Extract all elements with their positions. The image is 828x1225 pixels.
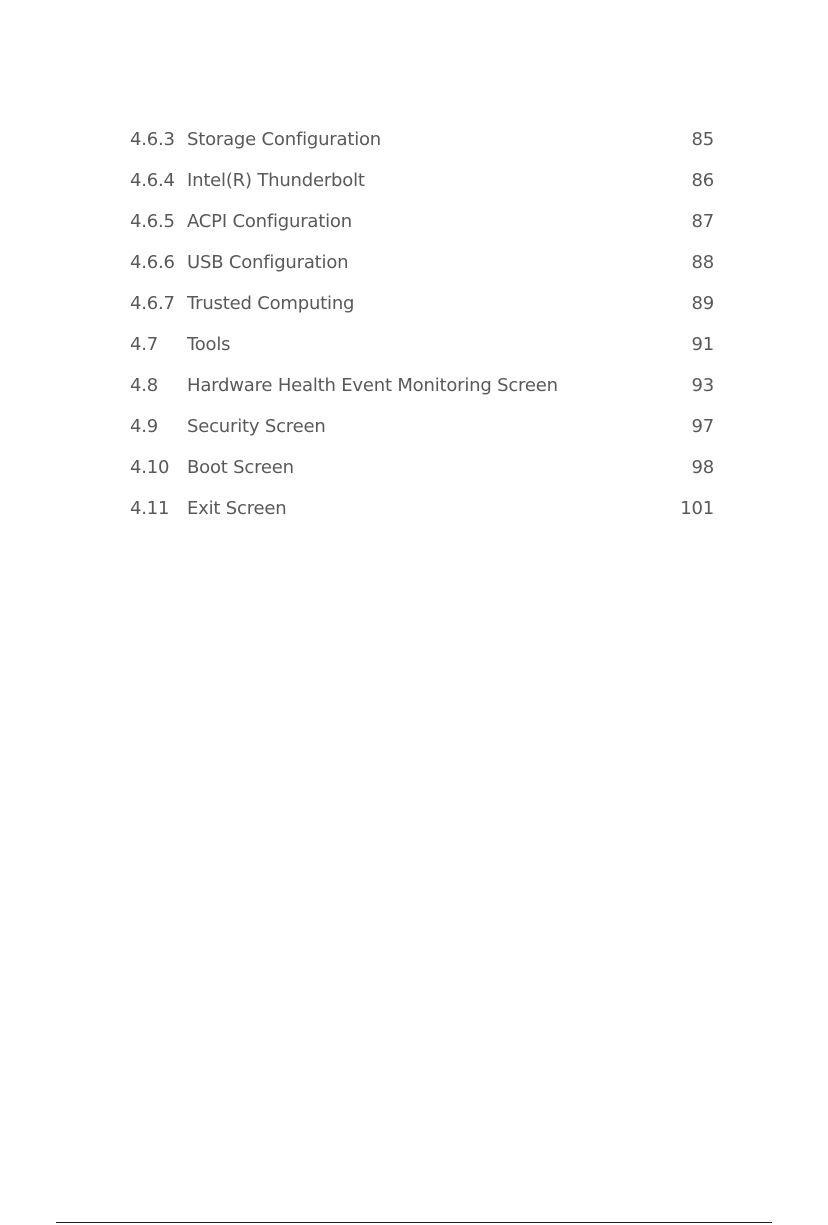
toc-section-title: ACPI Configuration [187,211,352,232]
toc-section-title: Exit Screen [187,498,287,519]
table-of-contents [130,126,714,536]
toc-entry[interactable] [130,249,714,290]
toc-page-number: 85 [691,129,714,150]
toc-page-number: 93 [691,375,714,396]
toc-section-number: 4.10 [130,457,170,478]
toc-page-number: 86 [691,170,714,191]
toc-section-number: 4.6.3 [130,129,175,150]
toc-section-number: 4.6.6 [130,252,175,273]
toc-page-number: 88 [691,252,714,273]
toc-section-title: Tools [187,334,231,355]
toc-entry[interactable] [130,413,714,454]
toc-entry[interactable] [130,495,714,536]
toc-section-title: USB Configuration [187,252,349,273]
toc-section-number: 4.9 [130,416,159,437]
toc-section-title: Trusted Computing [187,293,355,314]
toc-page-number: 98 [691,457,714,478]
toc-entry[interactable] [130,290,714,331]
toc-page-number: 101 [680,498,714,519]
toc-section-number: 4.11 [130,498,170,519]
toc-section-title: Hardware Health Event Monitoring Screen [187,375,558,396]
footer-divider [56,1222,772,1223]
toc-entry[interactable] [130,454,714,495]
toc-entry[interactable] [130,167,714,208]
toc-entry[interactable] [130,208,714,249]
toc-section-number: 4.7 [130,334,159,355]
toc-entry[interactable] [130,126,714,167]
toc-section-number: 4.6.5 [130,211,175,232]
toc-section-title: Security Screen [187,416,326,437]
toc-entry[interactable] [130,372,714,413]
toc-section-number: 4.6.7 [130,293,175,314]
toc-section-title: Boot Screen [187,457,294,478]
toc-section-title: Intel(R) Thunderbolt [187,170,365,191]
toc-page-number: 89 [691,293,714,314]
toc-page-number: 87 [691,211,714,232]
toc-section-number: 4.8 [130,375,159,396]
toc-page-number: 91 [691,334,714,355]
toc-section-number: 4.6.4 [130,170,175,191]
toc-section-title: Storage Configuration [187,129,382,150]
toc-page-number: 97 [691,416,714,437]
toc-entry[interactable] [130,331,714,372]
